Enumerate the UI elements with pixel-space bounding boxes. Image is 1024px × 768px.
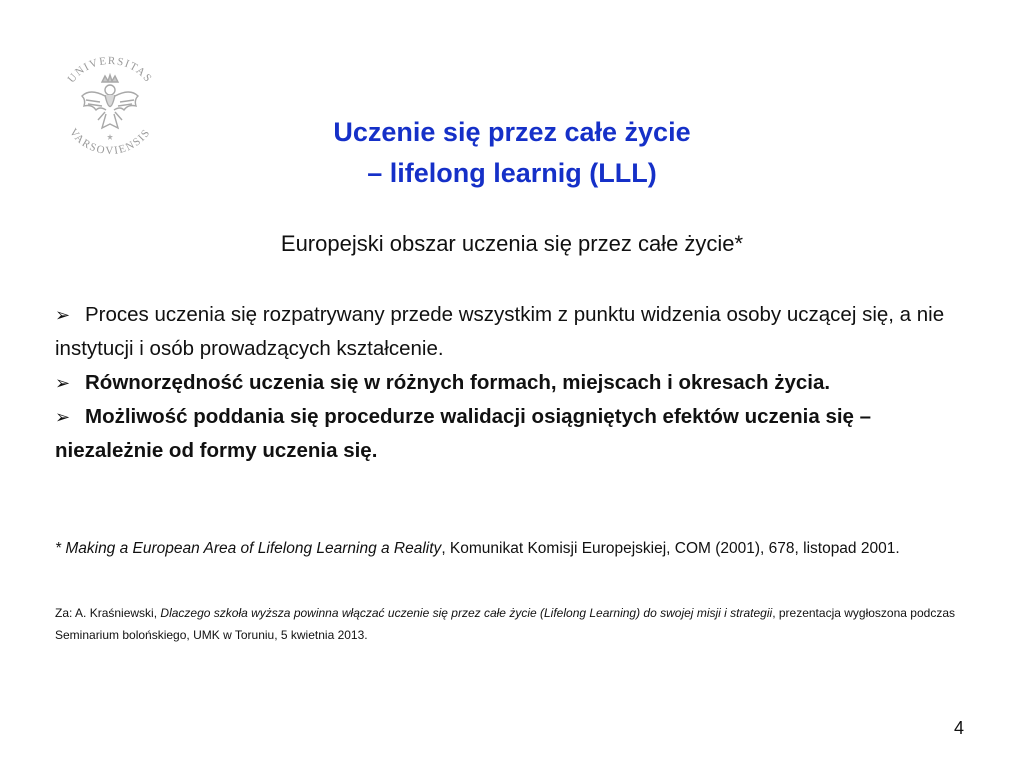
arrow-bullet-icon: ➢ — [55, 407, 71, 427]
footnote — [55, 534, 955, 564]
bullet-text: Proces uczenia się rozpatrywany przede wszystkim z punktu widzenia osoby uczącej się, a nie instytucji i osób prowadzących kształcenie. — [55, 303, 945, 360]
logo-text-bottom: VARSOVIENSIS — [67, 126, 153, 158]
page-number: 4 — [953, 718, 964, 738]
slide-title-line1: Uczenie się przez całe życie — [333, 117, 691, 147]
footnote-title: * Making a European Area of Lifelong Learning a Reality — [55, 540, 442, 557]
bullet-text: Równorzędność uczenia się w różnych formach, miejscach i okresach życia. — [85, 371, 831, 394]
bullet-item — [55, 366, 960, 400]
footnote-details: , Komunikat Komisji Europejskiej, COM (2001), 678, listopad 2001. — [441, 540, 900, 557]
arrow-bullet-icon: ➢ — [55, 305, 71, 325]
bullet-text: Możliwość poddania się procedurze walidacji osiągniętych efektów uczenia się – niezależnie od formy uczenia się. — [55, 405, 872, 462]
source-citation — [55, 602, 955, 646]
arrow-bullet-icon: ➢ — [55, 373, 71, 393]
logo-text-top: UNIVERSITAS — [65, 54, 155, 86]
slide-subtitle: Europejski obszar uczenia się przez całe życie* — [280, 231, 744, 256]
bullet-item — [55, 298, 960, 366]
bullet-item — [55, 400, 960, 468]
source-prefix: Za: A. Kraśniewski, — [55, 606, 161, 620]
bullet-list — [55, 298, 960, 468]
source-details: , prezentacja wygłoszona podczas Seminarium bolońskiego, UMK w Toruniu, 5 kwietnia 2013. — [55, 606, 955, 642]
slide-title-line2: – lifelong learnig (LLL) — [367, 158, 657, 188]
source-title: Dlaczego szkoła wyższa powinna włączać uczenie się przez całe życie (Lifelong Learning) do swojej misji i strategii — [160, 606, 773, 620]
